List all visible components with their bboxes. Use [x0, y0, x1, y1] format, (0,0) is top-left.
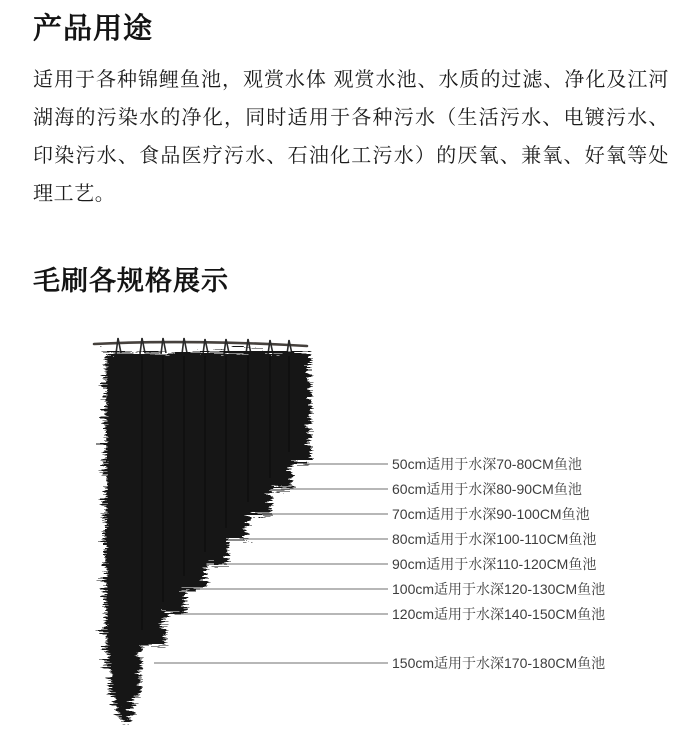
usage-description: 适用于各种锦鲤鱼池，观赏水体 观赏水池、水质的过滤、净化及江河湖海的污染水的净化，同时适用于各种污水（生活污水、电镀污水、印染污水、食品医疗污水、石油化工污水）的厌氧、兼氧、好氧等处理工艺。	[33, 69, 669, 205]
section-title-usage: 产品用途	[33, 13, 154, 45]
spec-label-150cm: 150cm适用于水深170-180CM鱼池	[392, 655, 606, 671]
spec-label-50cm: 50cm适用于水深70-80CM鱼池	[392, 456, 582, 472]
spec-label-100cm: 100cm适用于水深120-130CM鱼池	[392, 581, 606, 597]
brush-bundle	[100, 348, 306, 717]
brush-spec-figure	[0, 330, 700, 740]
section-title-specs: 毛刷各规格展示	[33, 266, 229, 296]
spec-label-70cm: 70cm适用于水深90-100CM鱼池	[392, 506, 590, 522]
spec-label-90cm: 90cm适用于水深110-120CM鱼池	[392, 556, 597, 572]
spec-label-80cm: 80cm适用于水深100-110CM鱼池	[392, 531, 597, 547]
spec-label-120cm: 120cm适用于水深140-150CM鱼池	[392, 606, 606, 622]
hanging-rod	[94, 342, 307, 346]
spec-label-60cm: 60cm适用于水深80-90CM鱼池	[392, 481, 582, 497]
